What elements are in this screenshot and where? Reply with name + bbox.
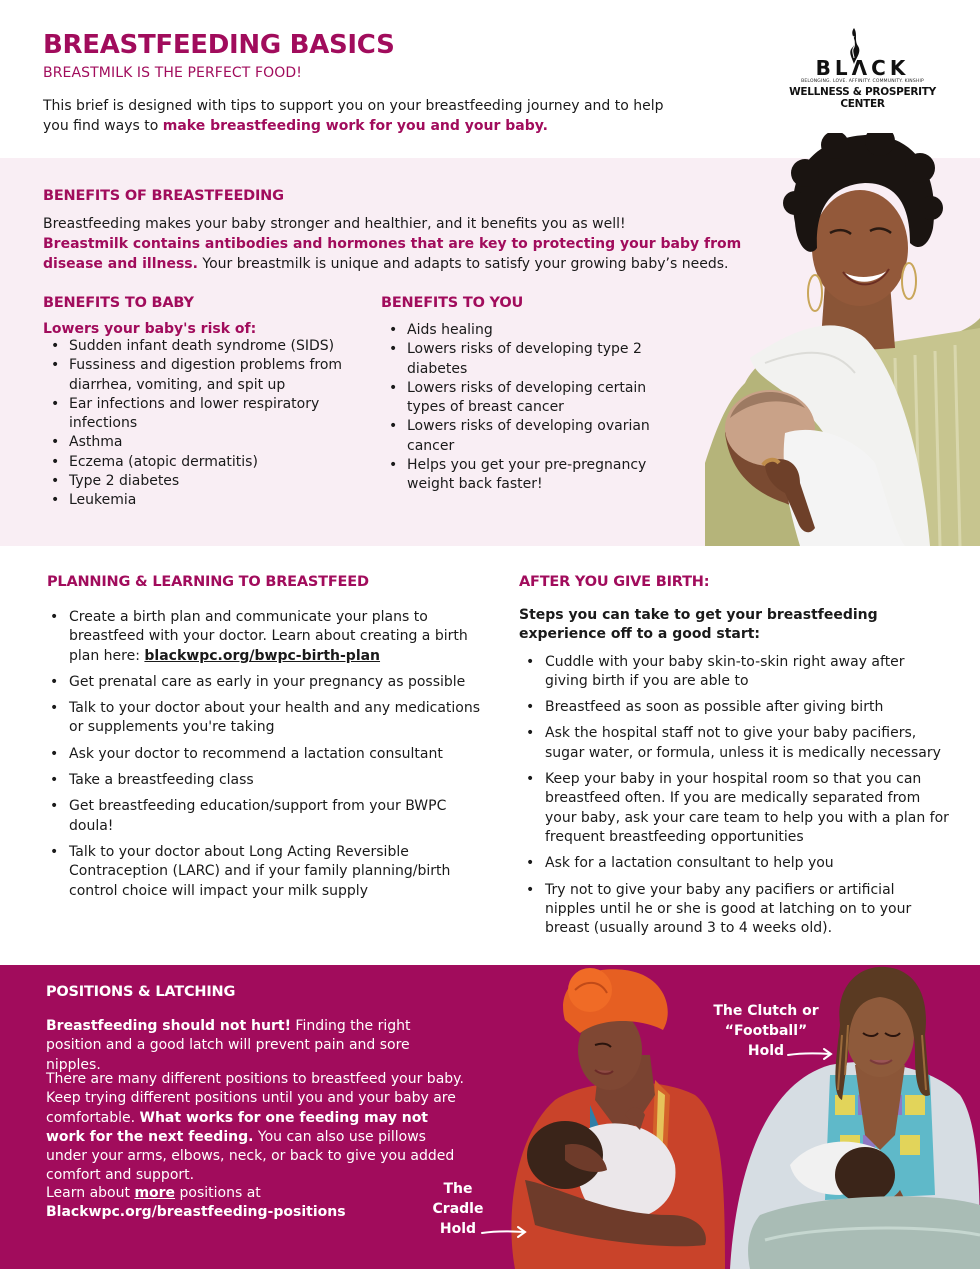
planning-list [47, 608, 492, 901]
positions-p2-text-2: You can also use pillows under your arms, elbows, neck, or back to give you added comfort and support. [46, 1128, 455, 1184]
list-item: • Take a breastfeeding class [47, 771, 492, 790]
positions-paragraph-3 [46, 1184, 466, 1223]
logo-tagline: BELONGING. LOVE. AFFINITY. COMMUNITY. KINSHIP [801, 79, 924, 84]
benefits-heading: BENEFITS OF BREASTFEEDING [43, 188, 284, 204]
list-item: • Talk to your doctor about Long Acting Reversible Contraception (LARC) and if your family planning/birth control choice will impact your milk supply [47, 843, 492, 901]
list-item: • Aids healing [381, 321, 681, 340]
list-item-text: Create a birth plan and communicate your plans to breastfeed with your doctor. Learn about creating a birth plan here: [69, 609, 468, 664]
benefits-baby-heading: BENEFITS TO BABY [43, 295, 194, 311]
planning-column [47, 574, 492, 908]
page-subtitle: BREASTMILK IS THE PERFECT FOOD! [43, 65, 302, 81]
logo-wordmark: BLɅCK [815, 56, 910, 80]
planning-heading: PLANNING & LEARNING TO BREASTFEED [47, 574, 369, 590]
intro-text: This brief is designed with tips to support you on your breastfeeding journey and to help you find ways to [43, 98, 664, 134]
lead-text: Breastfeeding makes your baby stronger and healthier, and it benefits you as well! [43, 216, 626, 232]
list-item: • Keep your baby in your hospital room so that you can breastfeed often. If you are medically separated from your baby, ask your care team to help you with a plan for frequent breastfeeding opportunities [523, 770, 949, 847]
benefits-baby-list [43, 337, 353, 511]
mother-breastfeeding-photo [705, 133, 980, 546]
page-title: BREASTFEEDING BASICS [43, 30, 395, 60]
intro-emphasis: make breastfeeding work for you and your baby. [162, 118, 548, 134]
list-item: • Talk to your doctor about your health and any medications or supplements you're taking [47, 699, 492, 738]
lead-text-2: Your breastmilk is unique and adapts to satisfy your growing baby’s needs. [197, 256, 729, 272]
list-item: • Cuddle with your baby skin-to-skin right away after giving birth if you are able to [523, 653, 949, 692]
bwpc-logo [770, 28, 955, 110]
benefits-you-heading: BENEFITS TO YOU [381, 295, 524, 311]
clutch-hold-label: The Clutch or “Football” Hold [713, 1003, 819, 1059]
list-item: • Lowers risks of developing certain types of breast cancer [381, 379, 681, 418]
list-item: • Asthma [43, 433, 353, 452]
list-item: • Lowers risks of developing type 2 diabetes [381, 340, 681, 379]
list-item: • Try not to give your baby any pacifiers or artificial nipples until he or she is good at latching on to your breast (usually around 3 to 4 weeks old). [523, 881, 949, 939]
list-item: • Helps you get your pre-pregnancy weight back faster! [381, 456, 681, 495]
list-item: • Type 2 diabetes [43, 472, 353, 491]
positions-heading: POSITIONS & LATCHING [46, 984, 236, 1000]
positions-p3-text-2: positions at [175, 1185, 261, 1201]
list-item: • Get prenatal care as early in your pregnancy as possible [47, 673, 492, 692]
planning-after-birth-section [0, 546, 980, 965]
list-item: • Ask the hospital staff not to give your baby pacifiers, sugar water, or formula, unless it is medically necessary [523, 724, 949, 763]
benefits-to-baby [43, 295, 353, 511]
positions-p2-text: There are many different positions to breastfeed your baby. Keep trying different positions until you and your baby are comfortable. [46, 1071, 464, 1126]
list-item: • Ask for a lactation consultant to help you [523, 854, 949, 873]
cradle-hold-label: The Cradle Hold [432, 1181, 484, 1237]
more-positions-link[interactable]: more [134, 1185, 176, 1201]
list-item: • Fussiness and digestion problems from diarrhea, vomiting, and spit up [43, 356, 353, 395]
positions-paragraph-1 [46, 1017, 466, 1075]
birth-plan-link[interactable]: blackwpc.org/bwpc-birth-plan [144, 647, 381, 664]
list-item: • Leukemia [43, 491, 353, 510]
after-birth-heading: AFTER YOU GIVE BIRTH: [519, 574, 710, 590]
positions-url-link[interactable]: Blackwpc.org/breastfeeding-positions [46, 1204, 346, 1221]
after-birth-lead: Steps you can take to get your breastfeeding experience off to a good start: [519, 607, 878, 643]
list-item [47, 608, 492, 666]
logo-org-name: WELLNESS & PROSPERITY CENTER [789, 86, 936, 110]
lead-emphasis: Breastmilk contains antibodies and hormones that are key to protecting your baby from disease and illness. [43, 236, 742, 272]
arrow-right-icon [786, 1047, 834, 1061]
positions-paragraph-2 [46, 1070, 466, 1186]
benefits-you-list [381, 321, 681, 495]
positions-p1-text: Finding the right position and a good latch will prevent pain and sore nipples. [46, 1018, 411, 1073]
positions-p1-bold: Breastfeeding should not hurt! [46, 1018, 291, 1034]
positions-p2-bold: What works for one feeding may not work for the next feeding. [46, 1109, 428, 1145]
benefits-to-you [381, 295, 681, 495]
positions-latching-section [0, 965, 980, 1269]
positions-p3-text: Learn about [46, 1185, 135, 1201]
intro-paragraph [43, 96, 683, 136]
list-item: • Get breastfeeding education/support from your BWPC doula! [47, 797, 492, 836]
list-item: • Ask your doctor to recommend a lactation consultant [47, 745, 492, 764]
list-item: • Sudden infant death syndrome (SIDS) [43, 337, 353, 356]
list-item: • Lowers risks of developing ovarian cancer [381, 417, 681, 456]
list-item: • Breastfeed as soon as possible after giving birth [523, 698, 949, 717]
after-birth-list [519, 653, 949, 939]
arrow-right-icon [480, 1225, 528, 1239]
list-item: • Ear infections and lower respiratory infections [43, 395, 353, 434]
list-item: • Eczema (atopic dermatitis) [43, 453, 353, 472]
after-birth-column [519, 574, 949, 945]
benefits-lead [43, 214, 753, 274]
cradle-hold-illustration [495, 965, 725, 1269]
benefits-baby-subheading: Lowers your baby's risk of: [43, 321, 257, 337]
